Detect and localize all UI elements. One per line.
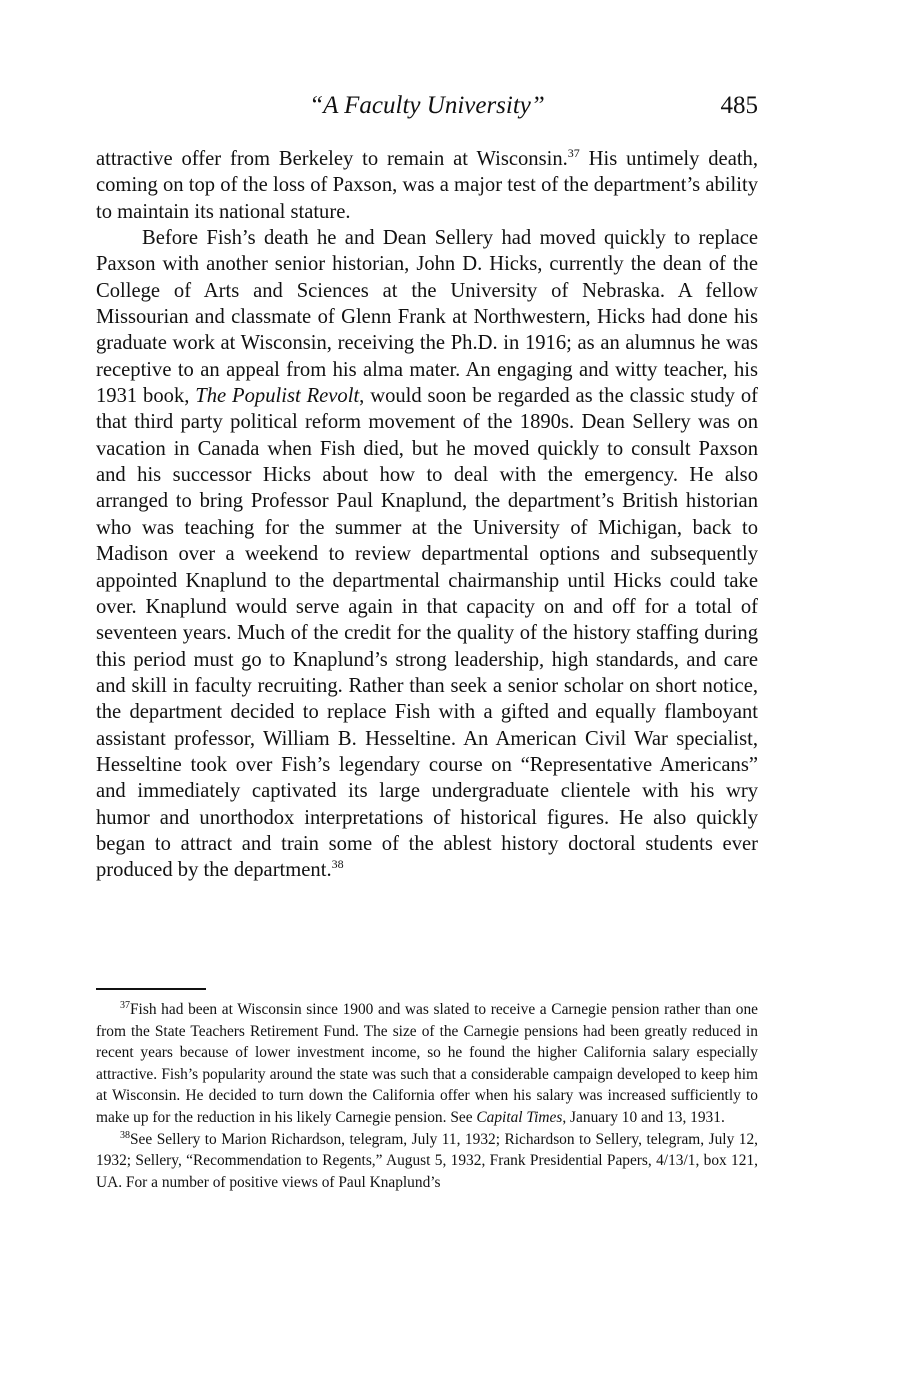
footnote-ref-38: 38 <box>331 857 344 872</box>
paragraph-2-before-title: Before Fish’s death he and Dean Sellery had moved quickly to replace Paxson with another senior historian, John D. Hicks, currently the dean of the College of Arts and Sciences at the University of Nebraska. A fellow Missourian and classmate of Glenn Frank at Northwestern, Hicks had done his graduate work at Wisconsin, receiving the Ph.D. in 1916; as an alumnus he was receptive to an appeal from his alma mater. An engaging and witty teacher, his 1931 book, <box>96 227 758 408</box>
footnote-divider <box>96 988 206 990</box>
footnotes <box>96 999 758 1193</box>
paragraph-1-rest: His untimely death, coming on top of the loss of Paxson, was a major test of the department’s ability to maintain its national stature. <box>96 148 758 223</box>
footnote-37-after: , January 10 and 13, 1931. <box>562 1108 725 1126</box>
footnote-38-mark: 38 <box>120 1129 130 1141</box>
footnote-38 <box>96 1129 758 1194</box>
footnote-37 <box>96 999 758 1129</box>
footnote-37-italic: Capital Times <box>476 1108 563 1126</box>
page-number: 485 <box>720 92 758 119</box>
paragraph-2 <box>96 225 758 884</box>
book-title: The Populist Revolt <box>195 385 360 408</box>
footnote-37-text: Fish had been at Wisconsin since 1900 and was slated to receive a Carnegie pension rather than one from the State Teachers Retirement Fund. The size of the Carnegie pensions had been greatly reduced in recent years because of lower investment income, so he found the higher California salary especially attractive. Fish’s popularity around the state was such that a considerable campaign developed to keep him at Wisconsin. He decided to turn down the California offer when his salary was increased sufficiently to make up for the reduction in his likely Carnegie pension. See <box>96 1001 758 1126</box>
page-header <box>96 88 758 124</box>
paragraph-1-text: attractive offer from Berkeley to remain at Wisconsin. <box>96 148 568 170</box>
body-text <box>96 146 758 884</box>
paragraph-2-after-title: , would soon be regarded as the classic study of that third party political reform movement of the 1890s. Dean Sellery was on vacation in Canada when Fish died, but he moved quickly to consult Paxson and his successor Hicks about how to deal with the emergency. He also arranged to bring Professor Paul Knaplund, the department’s British historian who was teaching for the summer at the University of Michigan, back to Madison over a weekend to review departmental options and subsequently appointed Knaplund to the departmental chairmanship until Hicks could take over. Knaplund would serve again in that capacity on and off for a total of seventeen years. Much of the credit for the quality of the history staffing during this period must go to Knaplund’s strong leadership, high standards, and care and skill in faculty recruiting. Rather than seek a senior scholar on short notice, the department decided to replace Fish with a gifted and equally flamboyant assistant professor, William B. Hesseltine. An American Civil War specialist, Hesseltine took over Fish’s legendary course on “Representative Americans” and immediately captivated its large undergraduate clientele with his wry humor and unorthodox interpretations of historical figures. He also quickly began to attract and train some of the ablest history doctoral students ever produced by the department. <box>96 385 759 882</box>
footnote-38-text: See Sellery to Marion Richardson, telegram, July 11, 1932; Richardson to Sellery, telegram, July 12, 1932; Sellery, “Recommendation to Regents,” August 5, 1932, Frank Presidential Papers, 4/13/1, box 121, UA. For a number of positive views of Paul Knaplund’s <box>96 1130 758 1191</box>
footnote-ref-37: 37 <box>567 146 580 160</box>
running-head: “A Faculty University” <box>309 92 545 119</box>
paragraph-1 <box>96 146 758 225</box>
footnote-37-mark: 37 <box>120 1000 130 1011</box>
